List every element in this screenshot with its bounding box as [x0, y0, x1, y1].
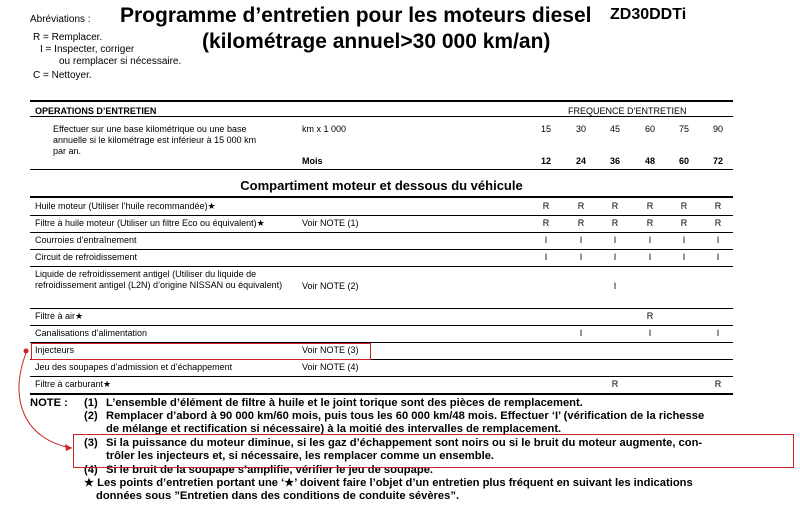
note-3-num: (3) — [84, 437, 98, 449]
row-value: R — [714, 200, 722, 211]
km-value: 30 — [575, 124, 586, 134]
row-value: R — [611, 200, 619, 211]
month-value: 12 — [540, 156, 551, 166]
km-value: 60 — [644, 124, 655, 134]
row-value: R — [680, 217, 688, 228]
row-label: Courroies d’entraînement — [35, 234, 137, 245]
star-note-1: ★ Les points d’entretien portant une ‘★’ doivent faire l’objet d’un entretien plus fréquent en suivant les indications — [84, 477, 693, 489]
row-value: R — [577, 200, 585, 211]
row-value: I — [544, 251, 548, 262]
note-1-num: (1) — [84, 397, 98, 409]
km-label: km x 1 000 — [302, 124, 347, 134]
row-value: I — [579, 234, 583, 245]
row-value: R — [646, 217, 654, 228]
note-4-text: Si le bruit de la soupape s’amplifie, vérifier le jeu de soupape. — [106, 464, 434, 476]
annotation-dot — [24, 349, 29, 354]
title-line-2: (kilométrage annuel>30 000 km/an) — [202, 30, 551, 53]
abbreviation-c: C = Nettoyer. — [33, 70, 92, 81]
abbreviation-i: I = Inspecter, corriger — [40, 44, 135, 55]
month-value: 72 — [712, 156, 723, 166]
row-note: Voir NOTE (1) — [302, 217, 359, 228]
row-value: R — [611, 217, 619, 228]
operations-header: OPERATIONS D’ENTRETIEN — [35, 106, 157, 116]
note-3-highlight — [73, 434, 794, 468]
row-label: Huile moteur (Utiliser l’huile recommandée)★ — [35, 200, 216, 211]
km-value: 45 — [609, 124, 620, 134]
row-label: Filtre à carburant★ — [35, 378, 112, 389]
row-value: I — [544, 234, 548, 245]
row-label: Circuit de refroidissement — [35, 251, 138, 262]
row-value: R — [611, 378, 619, 389]
months-label: Mois — [302, 156, 323, 166]
month-value: 60 — [678, 156, 689, 166]
row-value: R — [714, 378, 722, 389]
row-value: I — [613, 281, 617, 291]
row-value: I — [682, 234, 686, 245]
title-line-1: Programme d’entretien pour les moteurs diesel — [120, 4, 592, 27]
abbreviation-i-cont: ou remplacer si nécessaire. — [59, 56, 182, 67]
engine-code: ZD30DDTi — [610, 6, 687, 23]
row-value: I — [716, 327, 720, 338]
row-label: Filtre à air★ — [35, 310, 84, 321]
row-label: Jeu des soupapes d’admission et d’échappement — [35, 361, 233, 372]
row-value: R — [542, 217, 550, 228]
annotation-arrowhead — [65, 444, 72, 451]
row-value: R — [646, 310, 654, 321]
star-note-2: données sous ”Entretien dans des conditions de conduite sévères”. — [96, 490, 460, 502]
note-2-text-2: de mélange et rectification si nécessaire) à la moitié des intervalles de remplacement. — [106, 423, 562, 435]
row-label: Liquide de refroidissement antigel (Utiliser du liquide de refroidissement antigel (L2N) d’origine NISSAN ou équivalent) — [35, 269, 283, 290]
row-value: I — [579, 251, 583, 262]
note-1-text: L’ensemble d’élément de filtre à huile et le joint torique sont des pièces de remplacement. — [106, 397, 583, 409]
row-value: I — [613, 251, 617, 262]
row-value: R — [680, 200, 688, 211]
abbreviation-r: R = Remplacer. — [33, 32, 103, 43]
row-value: R — [714, 217, 722, 228]
month-value: 48 — [644, 156, 655, 166]
row-note: Voir NOTE (4) — [302, 361, 359, 372]
row-note: Voir NOTE (2) — [302, 281, 359, 291]
abbreviations-heading: Abréviations : — [30, 14, 91, 25]
month-value: 24 — [575, 156, 586, 166]
section-title: Compartiment moteur et dessous du véhicule — [240, 178, 523, 193]
row-label: Canalisations d’alimentation — [35, 327, 148, 338]
note-2-num: (2) — [84, 410, 98, 422]
row-label: Injecteurs — [35, 344, 75, 355]
row-value: I — [579, 327, 583, 338]
km-value: 90 — [712, 124, 723, 134]
row-label: Filtre à huile moteur (Utiliser un filtre Eco ou équivalent)★ — [35, 217, 265, 228]
frequency-header: FREQUENCE D’ENTRETIEN — [568, 106, 687, 116]
note-4-num: (4) — [84, 464, 98, 476]
note-3-text-1: Si la puissance du moteur diminue, si les gaz d’échappement sont noirs ou si le bruit du moteur augmente, con- — [106, 437, 703, 449]
row-value: I — [648, 234, 652, 245]
row-value: I — [648, 327, 652, 338]
row-value: R — [542, 200, 550, 211]
row-value: I — [613, 234, 617, 245]
row-value: I — [716, 234, 720, 245]
row-value: I — [648, 251, 652, 262]
km-value: 15 — [540, 124, 551, 134]
note-3-text-2: trôler les injecteurs et, si nécessaire, les remplacer comme un ensemble. — [106, 450, 495, 462]
note-2-text-1: Remplacer d’abord à 90 000 km/60 mois, puis tous les 60 000 km/48 mois. Effectuer ‘I’ (vérification de la richesse — [106, 410, 705, 422]
month-value: 36 — [609, 156, 620, 166]
km-value: 75 — [678, 124, 689, 134]
row-value: R — [577, 217, 585, 228]
row-value: R — [646, 200, 654, 211]
notes-label: NOTE : — [30, 397, 68, 409]
row-value: I — [716, 251, 720, 262]
row-value: I — [682, 251, 686, 262]
row-note: Voir NOTE (3) — [302, 344, 359, 355]
interval-description: Effectuer sur une base kilométrique ou une base annuelle si le kilométrage est inférieur à 15 000 km par an. — [53, 124, 257, 156]
